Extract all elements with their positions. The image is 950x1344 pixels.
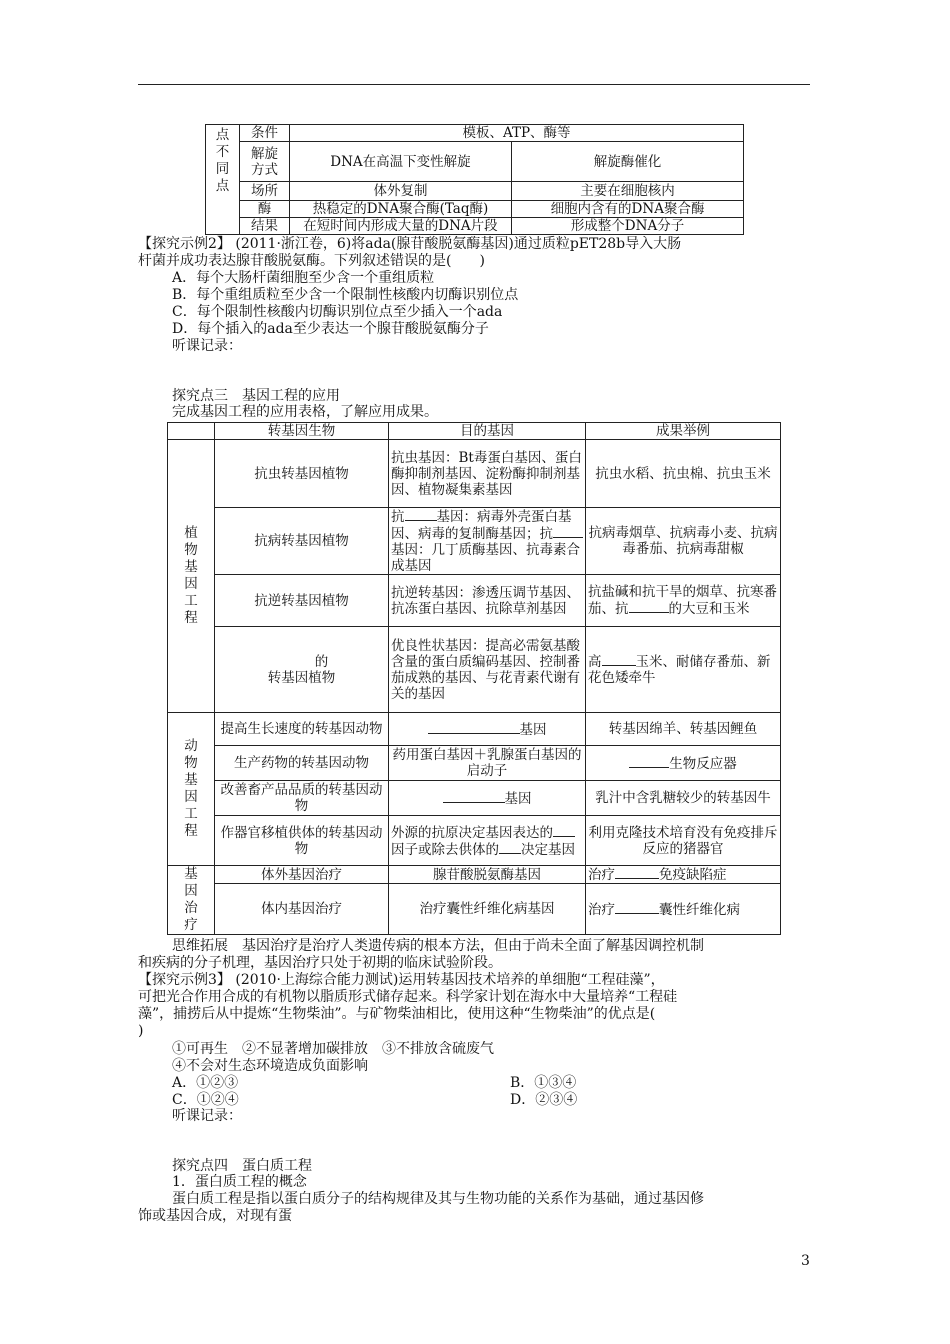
organism-cell: 作器官移植供体的转基因动物 [215,816,389,866]
cell: 主要在细胞核内 [512,182,744,201]
organism-cell: 抗虫转基因植物 [215,440,389,508]
cell: DNA在高温下变性解旋 [290,142,512,182]
cell: 形成整个DNA分子 [512,218,744,235]
gene-cell: 药用蛋白基因＋乳腺蛋白基因的启动子 [389,746,586,781]
section3-title: 探究点三 基因工程的应用 [172,388,340,404]
gene-cell: 外源的抗原决定基因表达的因子或除去供体的 决定基因 [389,816,586,866]
header-rule [138,84,810,85]
cell: 解旋酶催化 [512,142,744,182]
result-cell: 抗病毒烟草、抗病毒小麦、抗病毒番茄、抗病毒甜椒 [586,508,781,575]
gene-cell: 基因 [389,781,586,816]
row-label: 酶 [240,201,290,218]
organism-cell: 提高生长速度的转基因动物 [215,713,389,746]
page-number: 3 [801,1253,810,1269]
example3-statements-2: ④不会对生态环境造成负面影响 [172,1058,368,1074]
organism-cell: 抗病转基因植物 [215,508,389,575]
organism-cell: 抗逆转基因植物 [215,575,389,627]
section4-line1: 蛋白质工程是指以蛋白质分子的结构规律及其与生物功能的关系作为基础，通过基因修 [172,1191,704,1207]
organism-cell: 体外基因治疗 [215,866,389,884]
result-cell: 生物反应器 [586,746,781,781]
gene-cell: 抗 基因：病毒外壳蛋白基因、病毒的复制酶基因；抗基因：几丁质酶基因、抗毒素合成基因 [389,508,586,575]
organism-cell: 体内基因治疗 [215,884,389,935]
group-animal: 动 物 基 因 工 程 [168,713,215,866]
header-organism: 转基因生物 [215,423,389,440]
header-result: 成果举例 [586,423,781,440]
example2-option-c: C．每个限制性核酸内切酶识别位点至少插入一个ada [172,304,503,320]
header-empty [168,423,215,440]
section4-line2: 饰或基因合成，对现有蛋 [138,1208,292,1224]
gene-cell: 抗虫基因：Bt毒蛋白基因、蛋白酶抑制剂基因、淀粉酶抑制剂基因、植物凝集素基因 [389,440,586,508]
row-label: 结果 [240,218,290,235]
side-label: 点 不 同 点 [206,125,240,235]
gene-cell: 腺苷酸脱氨酶基因 [389,866,586,884]
section4-title: 探究点四 蛋白质工程 [172,1158,312,1174]
header-gene: 目的基因 [389,423,586,440]
group-plant: 植 物 基 因 工 程 [168,440,215,713]
example3-line3: 藻”，捕捞后从中提炼“生物柴油”。与矿物柴油相比，使用这种“生物柴油”的优点是( [138,1006,656,1022]
example3-record: 听课记录： [172,1108,242,1124]
example3-statements-1: ①可再生 ②不显著增加碳排放 ③不排放含硫废气 [172,1041,494,1057]
example2-line1: 【探究示例2】 (2011·浙江卷，6)将ada(腺苷酸脱氨酶基因)通过质粒pET28b导入大肠 [138,236,682,252]
gene-cell: 抗逆转基因：渗透压调节基因、抗冻蛋白基因、抗除草剂基因 [389,575,586,627]
section4-subtitle: 1．蛋白质工程的概念 [172,1174,307,1190]
organism-cell: 生产药物的转基因动物 [215,746,389,781]
example3-options-row2: C．①②④ D．②③④ [172,1092,578,1108]
row-label: 条件 [240,125,290,142]
gene-cell: 基因 [389,713,586,746]
result-cell: 抗盐碱和抗干旱的烟草、抗寒番茄、抗 的大豆和玉米 [586,575,781,627]
organism-cell: 的 转基因植物 [215,627,389,713]
cell: 体外复制 [290,182,512,201]
result-cell: 高 玉米、耐储存番茄、新花色矮牵牛 [586,627,781,713]
application-table [167,422,781,935]
result-cell: 治疗 免疫缺陷症 [586,866,781,884]
example2-option-a: A．每个大肠杆菌细胞至少含一个重组质粒 [172,270,435,286]
row-label: 解旋 方式 [240,142,290,182]
result-cell: 治疗 囊性纤维化病 [586,884,781,935]
example3-line1: 【探究示例3】 (2010·上海综合能力测试)运用转基因技术培养的单细胞“工程硅藻”， [138,972,665,988]
row-label: 场所 [240,182,290,201]
thinking-line2: 和疾病的分子机理，基因治疗只处于初期的临床试验阶段。 [138,955,502,971]
result-cell: 转基因绵羊、转基因鲤鱼 [586,713,781,746]
thinking-line1: 思维拓展 基因治疗是治疗人类遗传病的根本方法，但由于尚未全面了解基因调控机制 [172,938,704,954]
organism-cell: 改善畜产品品质的转基因动物 [215,781,389,816]
example3-line4: ) [138,1023,144,1039]
merged-cell: 模板、ATP、酶等 [290,125,744,142]
result-cell: 利用克隆技术培育没有免疫排斥反应的猪器官 [586,816,781,866]
example2-record: 听课记录： [172,338,242,354]
cell: 在短时间内形成大量的DNA片段 [290,218,512,235]
cell: 细胞内含有的DNA聚合酶 [512,201,744,218]
example2-option-d: D．每个插入的ada至少表达一个腺苷酸脱氨酶分子 [172,321,489,337]
gene-cell: 优良性状基因：提高必需氨基酸含量的蛋白质编码基因、控制番茄成熟的基因、与花青素代谢有关的基因 [389,627,586,713]
example3-line2: 可把光合作用合成的有机物以脂质形式储存起来。科学家计划在海水中大量培养“工程硅 [138,989,678,1005]
result-cell: 抗虫水稻、抗虫棉、抗虫玉米 [586,440,781,508]
result-cell: 乳汁中含乳糖较少的转基因牛 [586,781,781,816]
example2-line2: 杆菌并成功表达腺苷酸脱氨酶。下列叙述错误的是( ) [138,253,485,269]
example2-option-b: B．每个重组质粒至少含一个限制性核酸内切酶识别位点 [172,287,519,303]
cell: 热稳定的DNA聚合酶(Taq酶) [290,201,512,218]
section3-intro: 完成基因工程的应用表格，了解应用成果。 [172,404,438,420]
example3-options-row1: A．①②③ B．①③④ [172,1075,577,1091]
gene-cell: 治疗囊性纤维化病基因 [389,884,586,935]
pcr-comparison-table [205,124,744,235]
group-therapy: 基 因 治 疗 [168,866,215,935]
